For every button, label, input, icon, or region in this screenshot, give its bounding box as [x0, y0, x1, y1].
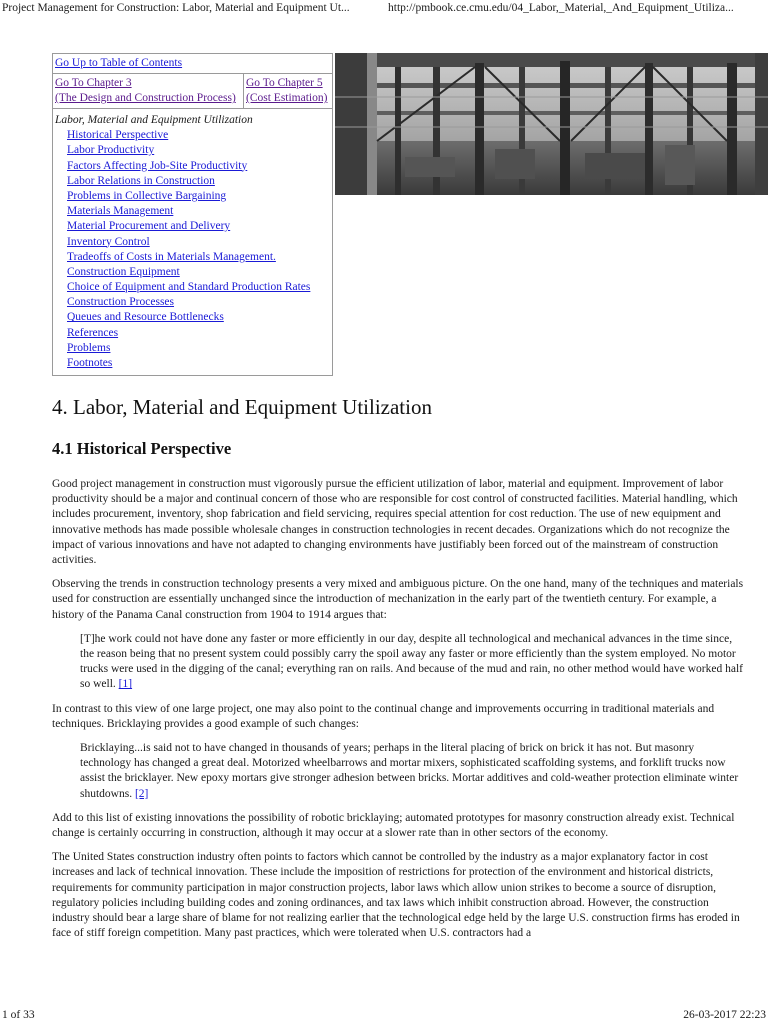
section-link-queues-bottlenecks[interactable]: Queues and Resource Bottlenecks — [67, 311, 224, 324]
footnote-link-2[interactable]: [2] — [134, 787, 149, 800]
blockquote-1-text: [T]he work could not have done any faster or more efficiently in our day, despite all technological and mechanical advances in the time since, the reason being that no present system could possibly carry the spoil away any faster or more efficiently than the system employed. No motor trucks were used in the digging of the canal; everything ran on rails. And because of the mud and rain, no other method would have worked half so well. — [80, 632, 743, 691]
section-link-collective-bargaining[interactable]: Problems in Collective Bargaining — [67, 189, 227, 202]
section-item — [67, 235, 332, 250]
toc-link[interactable]: Go Up to Table of Contents — [55, 57, 183, 69]
print-footer — [0, 1006, 768, 1024]
footnote-link-1[interactable]: [1] — [118, 678, 133, 691]
nav-chapters-row — [53, 74, 332, 109]
next-chapter-label: Go To Chapter 5 — [246, 77, 323, 89]
section-link-labor-productivity[interactable]: Labor Productivity — [67, 144, 155, 157]
section-links — [55, 128, 332, 371]
section-item — [67, 174, 332, 189]
chapter-navigation-box — [52, 53, 333, 376]
section-link-historical-perspective[interactable]: Historical Perspective — [67, 129, 169, 142]
next-chapter-cell — [244, 74, 332, 108]
section-item — [67, 310, 332, 325]
section-item — [67, 356, 332, 371]
section-link-materials-management[interactable]: Materials Management — [67, 205, 174, 218]
section-item — [67, 143, 332, 158]
section-item — [67, 128, 332, 143]
article-content — [52, 392, 748, 941]
current-chapter-name: Labor, Material and Equipment Utilization — [55, 114, 253, 126]
section-link-cost-tradeoffs[interactable]: Tradeoffs of Costs in Materials Management. — [67, 250, 276, 263]
print-header — [0, 0, 768, 16]
section-item — [67, 189, 332, 204]
prev-chapter-label: Go To Chapter 3 — [55, 77, 132, 89]
page-number: 1 of 33 — [2, 1009, 35, 1021]
next-chapter-sub: (Cost Estimation) — [246, 92, 328, 105]
chapter-title: 4. Labor, Material and Equipment Utilization — [52, 395, 432, 419]
blockquote-2-text: Bricklaying...is said not to have changed in thousands of years; perhaps in the literal placing of brick on brick it has not. But masonry technology has changed a great deal. Motorized wheelbarrows and mortar mixers, sophisticated scaffolding systems, and forklift trucks now assist the bricklayer. New epoxy mortars give stronger adhesion between bricks. Mortar additives and cold-weather protection eliminate winter shutdowns. — [80, 742, 739, 800]
paragraph-4: Add to this list of existing innovations the possibility of robotic bricklaying; automated prototypes for masonry construction already exist. Technical change is certainly occurring in construction, although it may occur at a slower rate than in other sectors of the economy. — [52, 811, 735, 840]
prev-chapter-link[interactable] — [55, 77, 236, 104]
print-header-title: Project Management for Construction: Labor, Material and Equipment Ut... — [2, 2, 350, 14]
section-item — [67, 295, 332, 310]
section-item — [67, 159, 332, 174]
print-header-url: http://pmbook.ce.cmu.edu/04_Labor,_Material,_And_Equipment_Utiliza... — [388, 2, 734, 14]
construction-site-photo — [335, 53, 768, 195]
paragraph-1: Good project management in construction must vigorously pursue the efficient utilization of labor, material and equipment. Improvement of labor productivity should be a major and continual concern of those who are responsible for cost control of constructed facilities. Material handling, which includes procurement, inventory, shop fabrication and field servicing, requires special attention for cost reduction. The use of new equipment and innovative methods has made possible wholesale changes in construction technologies in recent decades. Organizations which do not recognize the impact of various innovations and have not adapted to changing environments have justifiably been forced out of the mainstream of construction activities. — [52, 478, 738, 567]
prev-chapter-sub: (The Design and Construction Process) — [55, 92, 236, 105]
section-link-problems[interactable]: Problems — [67, 341, 111, 354]
section-link-construction-equipment[interactable]: Construction Equipment — [67, 265, 180, 278]
section-item — [67, 326, 332, 341]
section-link-construction-processes[interactable]: Construction Processes — [67, 296, 175, 309]
section-item — [67, 204, 332, 219]
section-link-equipment-choice[interactable]: Choice of Equipment and Standard Production Rates — [67, 281, 311, 294]
next-chapter-link[interactable] — [246, 77, 327, 104]
paragraph-3: In contrast to this view of one large project, one may also point to the continual change and improvements occurring in traditional materials and techniques. Bricklaying provides a good example of such changes: — [52, 702, 715, 730]
section-item — [67, 341, 332, 356]
nav-toc-row — [53, 54, 332, 74]
section-link-labor-relations[interactable]: Labor Relations in Construction — [67, 174, 215, 187]
blockquote-bricklaying — [80, 741, 748, 802]
section-link-references[interactable]: References — [67, 326, 119, 339]
section-item — [67, 280, 332, 295]
print-datetime: 26-03-2017 22:23 — [683, 1009, 766, 1021]
section-list — [53, 109, 332, 371]
section-item — [67, 219, 332, 234]
paragraph-5: The United States construction industry often points to factors which cannot be controlled by the industry as a major explanatory factor in cost increases and lack of technical innovation. These include the imposition of restrictions for protection of the environment and historical districts, requirements for community participation in major construction projects, labor laws which allow union strikes to become a source of disruption, regulatory policies including building codes and zoning ordinances, and tax laws which inhibit construction abroad. However, the construction industry should bear a large share of blame for not realizing earlier that the technological edge held by the large U.S. construction firms has eroded in face of stiff foreign competition. Many past practices, which were tolerated when U.S. contractors had a — [52, 851, 740, 940]
section-link-job-site-productivity[interactable]: Factors Affecting Job-Site Productivity — [67, 159, 248, 172]
blockquote-panama-canal — [80, 632, 748, 693]
paragraph-2: Observing the trends in construction technology presents a very mixed and ambiguous picture. On the one hand, many of the techniques and materials used for construction are essentially unchanged since the introduction of mechanization in the early part of the twentieth century. For example, a history of the Panama Canal construction from 1904 to 1914 argues that: — [52, 578, 744, 621]
section-title: 4.1 Historical Perspective — [52, 439, 232, 458]
section-link-material-procurement[interactable]: Material Procurement and Delivery — [67, 220, 231, 233]
section-link-inventory-control[interactable]: Inventory Control — [67, 235, 150, 248]
prev-chapter-cell — [53, 74, 244, 108]
section-item — [67, 265, 332, 280]
section-link-footnotes[interactable]: Footnotes — [67, 357, 113, 370]
section-item — [67, 250, 332, 265]
